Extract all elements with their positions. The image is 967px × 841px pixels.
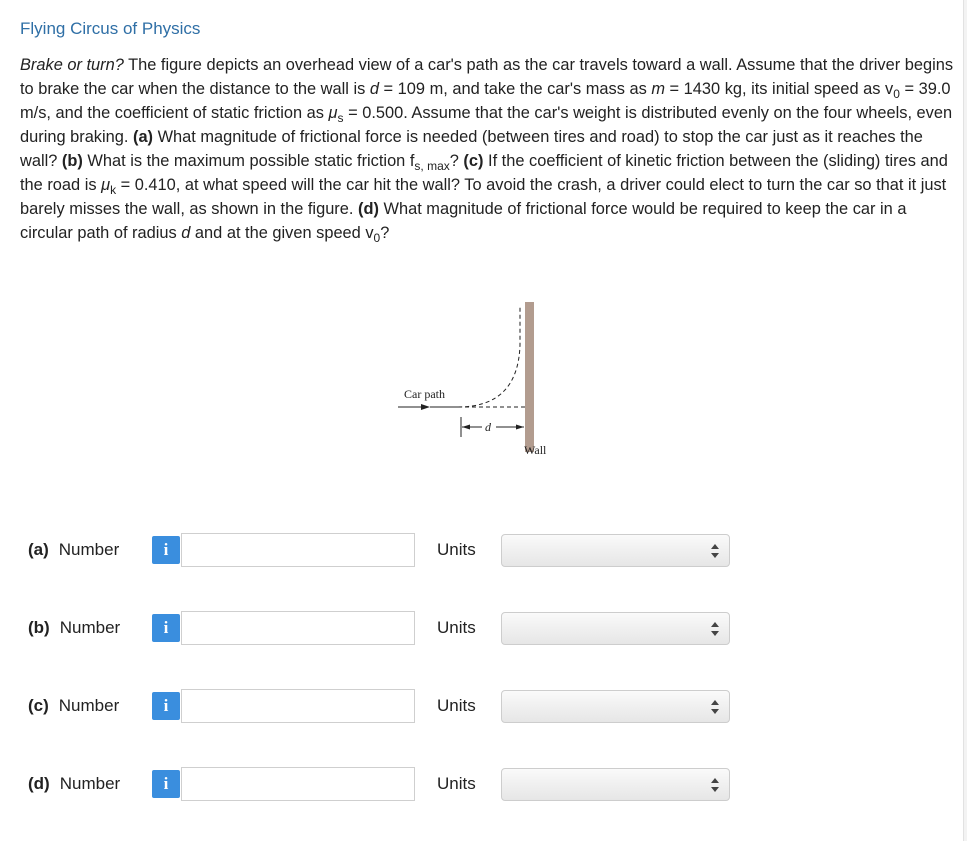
answer-row-b <box>0 611 964 645</box>
wall-label: Wall <box>524 443 547 457</box>
units-select-a[interactable] <box>501 534 730 567</box>
select-arrows-icon <box>710 543 720 559</box>
units-select-b[interactable] <box>501 612 730 645</box>
number-label-d: Number <box>59 774 121 793</box>
units-label-c: Units <box>437 696 476 715</box>
car-path-arrow <box>421 404 430 410</box>
car-path-label: Car path <box>404 387 445 401</box>
number-label-b: Number <box>59 618 121 637</box>
number-input-c[interactable] <box>181 689 415 723</box>
select-arrows-icon <box>710 621 720 637</box>
part-label-c: (c) <box>28 696 49 715</box>
problem-statement: Brake or turn? The figure depicts an overhead view of a car's path as the car travels toward a wall. Assume that the driver begins to brake the car when the distance to the wall is d = 109 m, and take the car's mass as m = 1430 kg, its initial speed as $v_0 = 39.0$ m/s, and the coefficient of static friction as $\mu_s = 0.500$. Assume that the car's weight is distributed evenly on the four wheels, even during braking. (a) What magnitude of frictional force is needed (between tires and road) to stop the car just as it reaches the wall? (b) What is the maximum possible static friction $f_{s, max}$? (c) If the coefficient of kinetic friction between the (sliding) tires and the road is $\mu_k = 0.410$, at what speed will the car hit the wall? To avoid the crash, a driver could elect to turn the car so that it just barely misses the wall, as shown in the figure. (d) What magnitude of frictional force would be required to keep the car in a circular path of radius d and at the given speed $v_0$? <box>20 56 954 245</box>
number-input-a[interactable] <box>181 533 415 567</box>
number-input-d[interactable] <box>181 767 415 801</box>
units-label-a: Units <box>437 540 476 559</box>
info-icon[interactable]: i <box>152 692 180 720</box>
units-select-d[interactable] <box>501 768 730 801</box>
number-input-b[interactable] <box>181 611 415 645</box>
select-arrows-icon <box>710 777 720 793</box>
car-path-figure <box>390 300 570 465</box>
part-label-a: (a) <box>28 540 49 559</box>
answer-row-d <box>0 767 964 801</box>
part-label-d: (d) <box>28 774 50 793</box>
answer-row-c <box>0 689 964 723</box>
select-arrows-icon <box>710 699 720 715</box>
info-icon[interactable]: i <box>152 614 180 642</box>
d-dimension-arrow-left <box>462 425 470 430</box>
wall <box>525 302 534 452</box>
number-label-c: Number <box>58 696 120 715</box>
part-label-b: (b) <box>28 618 50 637</box>
answer-row-a <box>0 533 964 567</box>
units-label-b: Units <box>437 618 476 637</box>
d-dimension-arrow-right <box>516 425 524 430</box>
car-path-curve <box>458 305 520 407</box>
number-label-a: Number <box>58 540 120 559</box>
units-select-c[interactable] <box>501 690 730 723</box>
d-dimension-label: d <box>485 420 491 434</box>
info-icon[interactable]: i <box>152 536 180 564</box>
info-icon[interactable]: i <box>152 770 180 798</box>
units-label-d: Units <box>437 774 476 793</box>
page-title: Flying Circus of Physics <box>20 19 201 38</box>
